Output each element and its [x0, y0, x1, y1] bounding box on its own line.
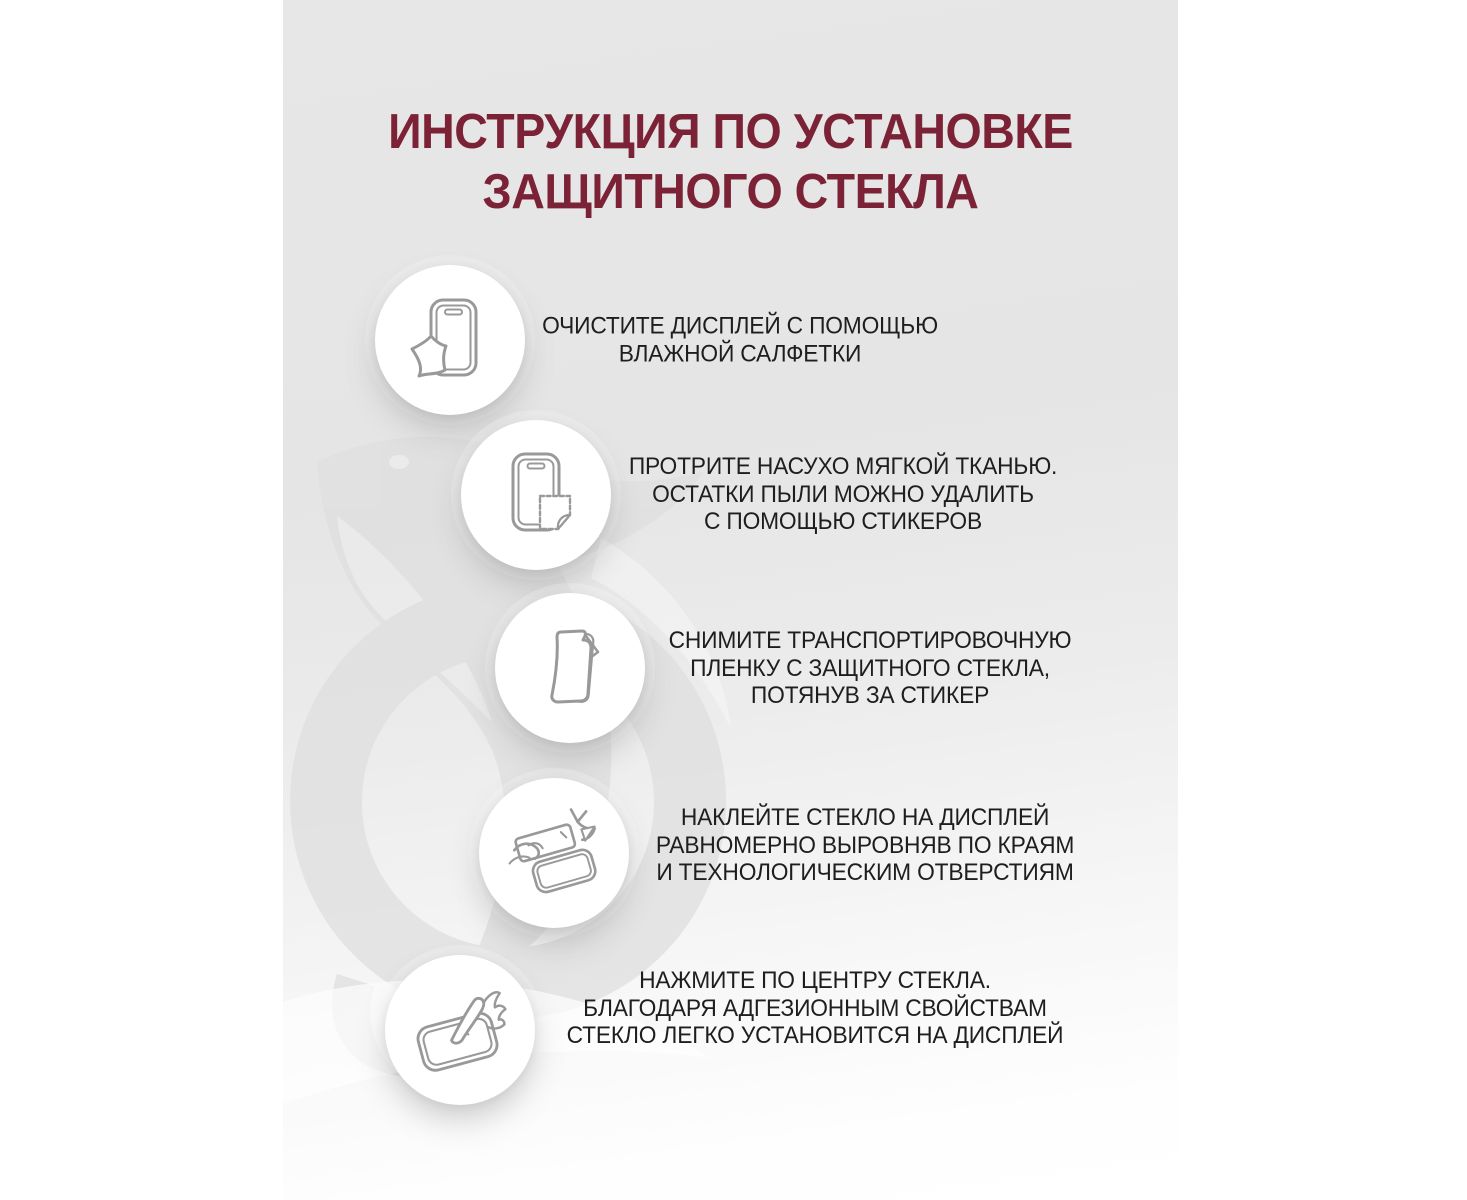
step4-text [656, 804, 1074, 887]
step5-text [567, 967, 1064, 1050]
step5-circle [385, 955, 535, 1105]
step4-line2: РАВНОМЕРНО ВЫРОВНЯВ ПО КРАЯМ [655, 831, 1075, 859]
align-glass-icon [502, 801, 606, 905]
content-panel [283, 0, 1178, 1200]
step3-line1: СНИМИТЕ ТРАНСПОРТИРОВОЧНУЮ [668, 626, 1072, 654]
step5-line3: СТЕКЛО ЛЕГКО УСТАНОВИТСЯ НА ДИСПЛЕЙ [566, 1021, 1064, 1049]
step2-line3: С ПОМОЩЬЮ СТИКЕРОВ [704, 507, 982, 535]
step3-circle [495, 593, 645, 743]
step3-line2: ПЛЕНКУ С ЗАЩИТНОГО СТЕКЛА, [690, 654, 1050, 682]
step1-circle [375, 265, 525, 415]
page-title-line2: ЗАЩИТНОГО СТЕКЛА [482, 165, 979, 219]
step1-text [542, 313, 938, 368]
film-peel-icon [520, 618, 620, 718]
step2-circle [461, 420, 611, 570]
step2-line1: ПРОТРИТЕ НАСУХО МЯГКОЙ ТКАНЬЮ. [628, 452, 1058, 480]
step4-line3: И ТЕХНОЛОГИЧЕСКИМ ОТВЕРСТИЯМ [656, 858, 1074, 886]
step3-line3: ПОТЯНУВ ЗА СТИКЕР [750, 681, 990, 709]
step1-line2: ВЛАЖНОЙ САЛФЕТКИ [618, 340, 862, 367]
step4-circle [479, 778, 629, 928]
step5-line2: БЛАГОДАРЯ АДГЕЗИОННЫМ СВОЙСТВАМ [583, 994, 1047, 1022]
step2-text [629, 453, 1057, 536]
phone-sticker-icon [486, 445, 586, 545]
press-center-icon [408, 978, 512, 1082]
step5-line1: НАЖМИТЕ ПО ЦЕНТРУ СТЕКЛА. [639, 966, 991, 994]
page-title [305, 102, 1155, 222]
page-title-line1: ИНСТРУКЦИЯ ПО УСТАНОВКЕ [388, 105, 1073, 159]
step1-line1: ОЧИСТИТЕ ДИСПЛЕЙ С ПОМОЩЬЮ [542, 312, 938, 340]
step2-line2: ОСТАТКИ ПЫЛИ МОЖНО УДАЛИТЬ [652, 480, 1034, 508]
step3-text [669, 627, 1072, 710]
step4-line1: НАКЛЕЙТЕ СТЕКЛО НА ДИСПЛЕЙ [680, 803, 1050, 831]
phone-wipe-icon [400, 290, 500, 390]
